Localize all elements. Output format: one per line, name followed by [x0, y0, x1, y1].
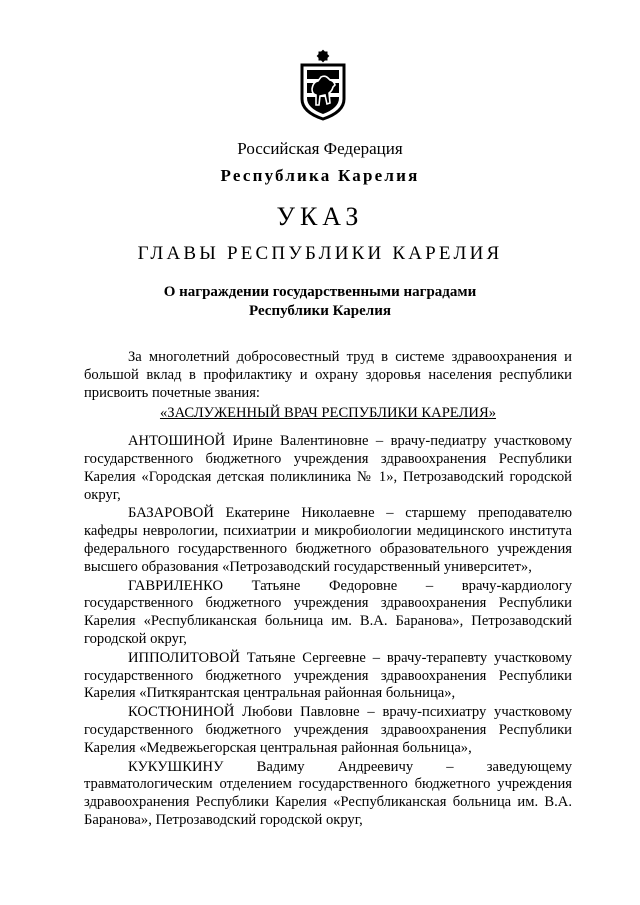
awardee-paragraph: КУКУШКИНУ Вадиму Андреевичу – заведующему травматологическим отделением государственного бюджетного учреждения здравоохранения Республики Карелия «Республиканская больница им. В.А. Баранова», Петрозаводский городской округ, — [84, 758, 572, 828]
decree-body — [84, 349, 572, 831]
awardee-paragraph: БАЗАРОВОЙ Екатерине Николаевне – старшему преподавателю кафедры неврологии, психиатрии и микробиологии медицинского института федерального государственного бюджетного образовательного учреждения высшего образования «Петрозаводский государственный университет», — [84, 505, 572, 575]
republic-name: Республика Карелия — [220, 166, 420, 185]
country-name: Российская Федерация — [237, 139, 403, 158]
document-type: УКАЗ — [276, 202, 364, 231]
honorary-title: «ЗАСЛУЖЕННЫЙ ВРАЧ РЕСПУБЛИКИ КАРЕЛИЯ» — [159, 405, 497, 422]
karelia-coat-of-arms-icon — [298, 49, 348, 121]
intro-paragraph: За многолетний добросовестный труд в системе здравоохранения и большой вклад в профилактику и охрану здоровья населения республики присвоить почетные звания: — [84, 349, 572, 401]
issuer-title: ГЛАВЫ РЕСПУБЛИКИ КАРЕЛИЯ — [137, 243, 503, 264]
decree-subject-line-1: О награждении государственными наградами — [163, 284, 477, 300]
awardee-paragraph: ГАВРИЛЕНКО Татьяне Федоровне – врачу-кардиологу государственного бюджетного учреждения здравоохранения Республики Карелия «Республиканская больница им. В.А. Баранова», Петрозаводский городской округ, — [84, 577, 572, 647]
awardee-paragraph: ИППОЛИТОВОЙ Татьяне Сергеевне – врачу-терапевту участковому государственного бюджетного учреждения здравоохранения Республики Карелия «Питкярантская центральная районная больница», — [84, 649, 572, 702]
awardee-list — [84, 433, 572, 830]
decree-subject-line-2: Республики Карелия — [249, 303, 391, 319]
decree-subject — [0, 283, 640, 321]
awardee-paragraph: КОСТЮНИНОЙ Любови Павловне – врачу-психиатру участковому государственного бюджетного учреждения здравоохранения Республики Карелия «Медвежьегорская центральная районная больница», — [84, 704, 572, 756]
awardee-paragraph: АНТОШИНОЙ Ирине Валентиновне – врачу-педиатру участковому государственного бюджетного учреждения здравоохранения Республики Карелия «Городская детская поликлиника № 1», Петрозаводский городской округ, — [84, 433, 572, 503]
